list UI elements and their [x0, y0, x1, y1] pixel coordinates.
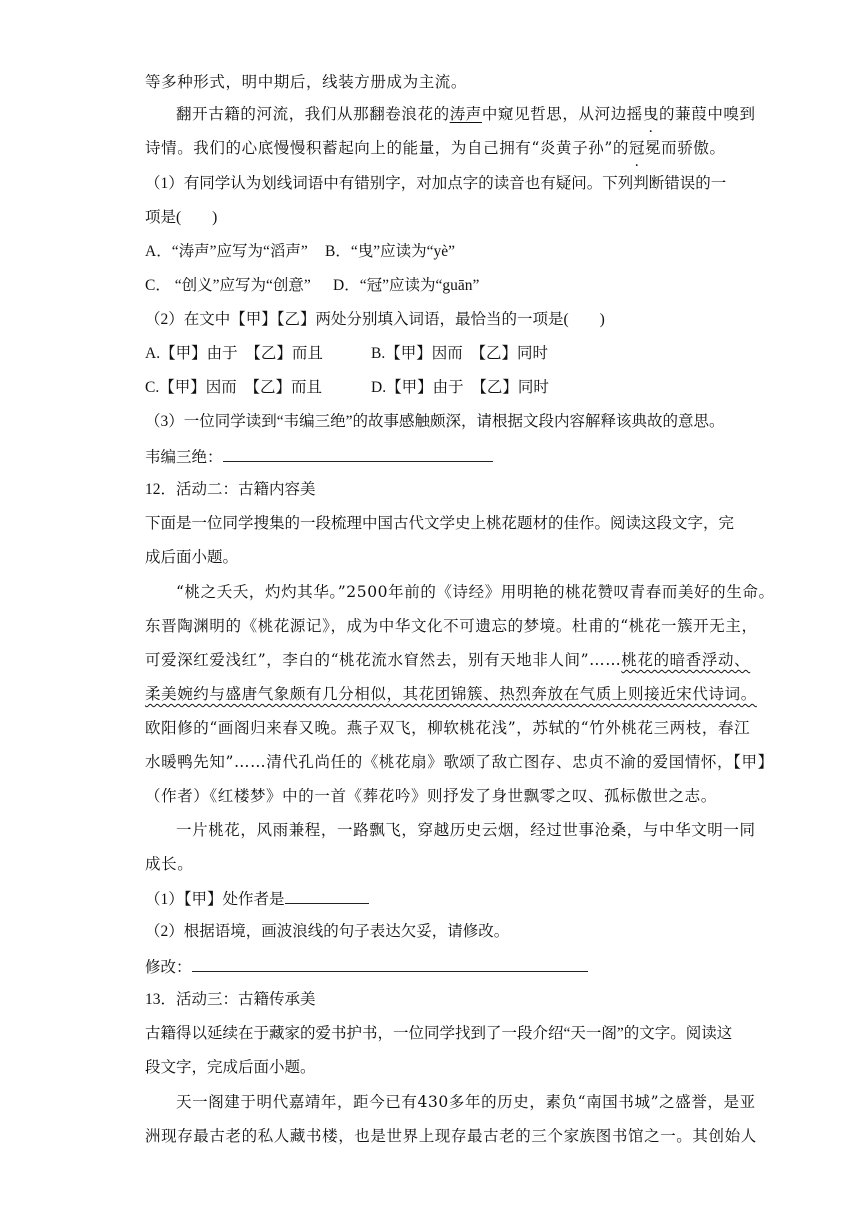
text-line: 等多种形式，明中期后，线装方册成为主流。 — [145, 73, 468, 91]
dotted-character: 冠 — [628, 139, 646, 157]
question-stem: （1）【甲】处作者是 — [145, 891, 285, 908]
passage-line: 水暖鸭先知”……清代孔尚任的《桃花扇》歌颂了敌亡图存、忠贞不渝的爱国情怀，【甲】 — [145, 753, 774, 771]
question-line — [145, 887, 369, 911]
text-span: 冕而骄傲。 — [645, 139, 726, 157]
passage-line: 一片桃花，风雨兼程，一路飘飞，穿越历史云烟，经过世事沧桑，与中华文明一同 — [176, 821, 756, 839]
text-span: 中窥见哲思，从河边摇 — [481, 105, 643, 123]
section-title: 12．活动二：古籍内容美 — [145, 481, 316, 498]
text-span: 的蒹葭中嗅到 — [659, 105, 756, 123]
section-intro: 古籍得以延续在于藏家的爱书护书，一位同学找到了一段介绍“天一阁”的文字。阅读这 — [145, 1025, 733, 1042]
section-title: 13．活动三：古籍传承美 — [145, 991, 316, 1008]
answer-line — [145, 445, 493, 469]
wavy-underlined-sentence: 柔美婉约与盛唐气象颇有几分相似，其花团锦簇、热烈奔放在气质上则接近宋代诗词。 — [145, 685, 757, 703]
passage-line: 成长。 — [145, 855, 194, 873]
passage-line: 欧阳修的“画阁归来春又晚。燕子双飞，柳软桃花浅”，苏轼的“竹外桃花三两枝，春江 — [145, 719, 751, 737]
passage-line — [145, 683, 757, 705]
answer-label: 修改： — [145, 959, 192, 976]
option-b: B．“曳”应读为“yè” — [325, 243, 455, 260]
answer-label: 韦编三绝： — [145, 449, 223, 466]
option-c: C． “创义”应写为“创意” — [145, 277, 311, 294]
answer-blank[interactable] — [223, 445, 493, 462]
option-a: A.【甲】由于 【乙】而且 — [145, 345, 323, 362]
question-stem: 项是( ) — [145, 209, 218, 226]
text-span: 翻开古籍的河流，我们从那翻卷浪花的 — [176, 105, 450, 123]
passage-line: 洲现存最古老的私人藏书楼，也是世界上现存最古老的三个家族图书馆之一。其创始人 — [145, 1127, 757, 1145]
question-stem: （3）一位同学读到“韦编三绝”的故事感触颇深，请根据文段内容解释该典故的意思。 — [145, 413, 725, 430]
question-stem: （2）在文中【甲】【乙】两处分别填入词语，最恰当的一项是( ) — [145, 311, 605, 328]
passage-line — [145, 137, 726, 159]
option-c: C.【甲】因而 【乙】而且 — [145, 379, 322, 396]
question-stem: （2）根据语境，画波浪线的句子表达欠妥，请修改。 — [145, 923, 510, 940]
answer-blank[interactable] — [285, 887, 369, 904]
section-intro: 成后面小题。 — [145, 549, 239, 566]
question-stem: （1）有同学认为划线词语中有错别字，对加点字的读音也有疑问。下列判断错误的一 — [145, 175, 727, 192]
passage-line: 天一阁建于明代嘉靖年，距今已有430多年的历史，素负“南国书城”之盛誉，是亚 — [176, 1093, 756, 1111]
passage-line: “桃之夭夭，灼灼其华。”2500年前的《诗经》用明艳的桃花赞叹青春而美好的生命。 — [176, 583, 775, 601]
underlined-word: 涛声 — [449, 105, 482, 123]
section-intro: 下面是一位同学搜集的一段梳理中国古代文学史上桃花题材的佳作。阅读这段文字，完 — [145, 515, 735, 532]
passage-line — [145, 649, 750, 671]
option-b: B.【甲】因而 【乙】同时 — [371, 345, 548, 362]
dotted-character: 曳 — [642, 105, 660, 123]
text-span: 诗情。我们的心底慢慢积蓄起向上的能量，为自己拥有“炎黄子孙”的 — [145, 139, 629, 157]
option-d: D.【甲】由于 【乙】同时 — [371, 379, 549, 396]
answer-line — [145, 955, 588, 979]
passage-line: （作者）《红楼梦》中的一首《葬花吟》则抒发了身世飘零之叹、孤标傲世之志。 — [145, 787, 717, 805]
passage-line — [176, 103, 756, 125]
option-a: A．“涛声”应写为“滔声” — [145, 243, 308, 260]
wavy-underlined-sentence: 桃花的暗香浮动、 — [621, 651, 751, 669]
option-d: D．“冠”应读为“guān” — [333, 277, 480, 294]
section-intro: 段文字，完成后面小题。 — [145, 1059, 316, 1076]
text-span: 可爱深红爱浅红”，李白的“桃花流水窅然去，别有天地非人间”…… — [145, 651, 622, 669]
answer-blank[interactable] — [192, 955, 588, 972]
passage-line: 东晋陶渊明的《桃花源记》，成为中华文化不可遗忘的梦境。杜甫的“桃花一簇开无主， — [145, 617, 758, 635]
